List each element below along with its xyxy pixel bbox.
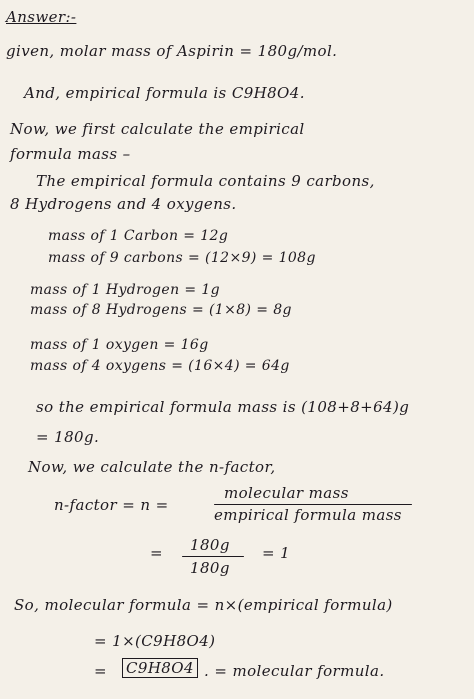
n-value-equals: = — [150, 544, 163, 562]
n-factor-denominator: empirical formula mass — [214, 506, 402, 524]
given-line: given, molar mass of Aspirin = 180g/mol. — [6, 42, 338, 60]
formula-mass-label: formula mass – — [10, 145, 131, 163]
hydrogen-one-mass: mass of 1 Hydrogen = 1g — [30, 282, 221, 298]
now-n-factor-line: Now, we calculate the n-factor, — [28, 458, 276, 476]
contains-line-1: The empirical formula contains 9 carbons, — [36, 172, 375, 190]
empirical-mass-sum: so the empirical formula mass is (108+8+64)g — [36, 398, 410, 416]
n-value-denominator: 180g — [190, 559, 230, 577]
n-factor-lhs: n-factor = n = — [54, 496, 169, 514]
oxygen-four-mass: mass of 4 oxygens = (16×4) = 64g — [30, 358, 290, 374]
contains-line-2: 8 Hydrogens and 4 oxygens. — [10, 195, 237, 213]
molecular-formula-line: So, molecular formula = n×(empirical formula) — [14, 596, 393, 614]
final-formula-box: C9H8O4 — [122, 658, 198, 678]
now-first-line: Now, we first calculate the empirical — [10, 120, 305, 138]
n-value-numerator: 180g — [190, 536, 230, 554]
hydrogen-eight-mass: mass of 8 Hydrogens = (1×8) = 8g — [30, 302, 292, 318]
n-value-result: = 1 — [262, 544, 291, 562]
carbon-one-mass: mass of 1 Carbon = 12g — [48, 228, 229, 244]
n-value-fraction-bar — [182, 556, 244, 557]
empirical-formula-line: And, empirical formula is C9H8O4. — [24, 84, 305, 102]
final-equals: = — [94, 662, 107, 680]
oxygen-one-mass: mass of 1 oxygen = 16g — [30, 337, 209, 353]
carbon-nine-mass: mass of 9 carbons = (12×9) = 108g — [48, 250, 316, 266]
n-factor-numerator: molecular mass — [224, 484, 349, 502]
molecular-formula-step: = 1×(C9H8O4) — [94, 632, 216, 650]
answer-heading: Answer:- — [6, 8, 77, 26]
empirical-mass-value: = 180g. — [36, 428, 100, 446]
final-formula-label: . = molecular formula. — [204, 662, 385, 680]
